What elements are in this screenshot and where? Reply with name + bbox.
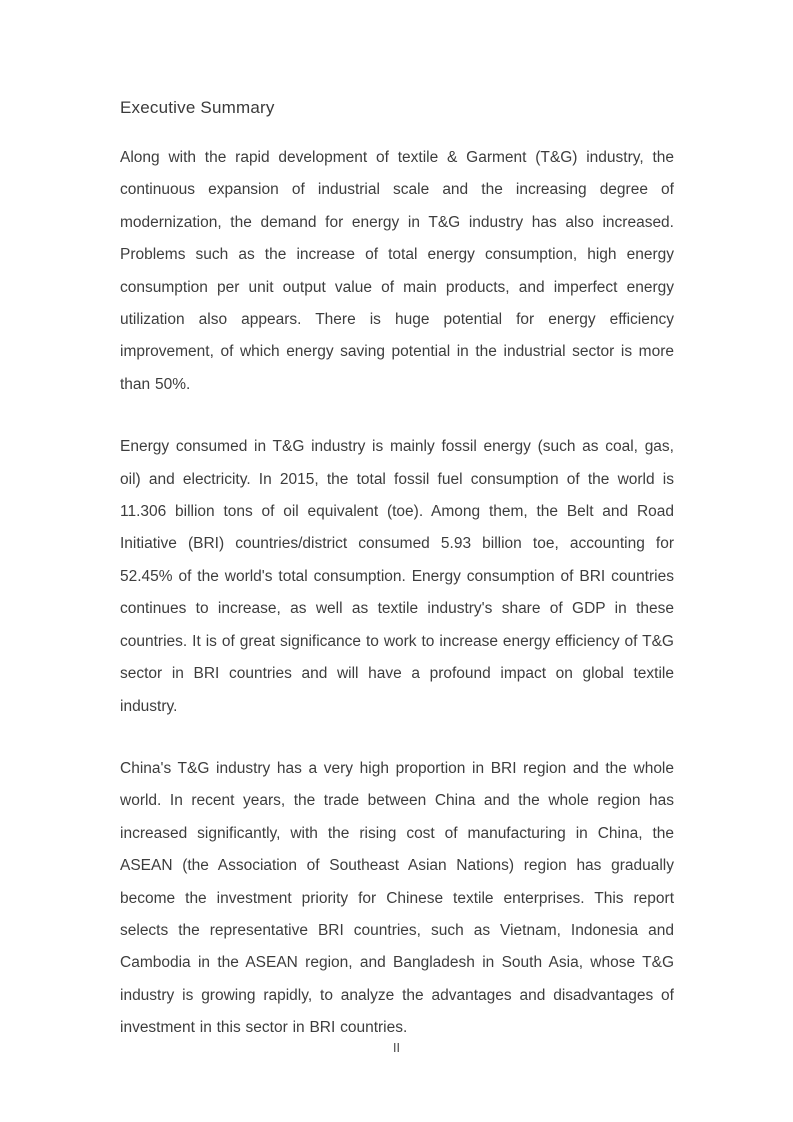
page-number: II <box>393 1041 400 1055</box>
paragraph-3: China's T&G industry has a very high proportion in BRI region and the whole world. In recent years, the trade between China and the whole region has increased significantly, with the rising cost of manufacturing in China, the ASEAN (the Association of Southeast Asian Nations) region has gradually become the investment priority for Chinese textile enterprises. This report selects the representative BRI countries, such as Vietnam, Indonesia and Cambodia in the ASEAN region, and Bangladesh in South Asia, whose T&G industry is growing rapidly, to analyze the advantages and disadvantages of investment in this sector in BRI countries. <box>120 759 674 1037</box>
paragraph-2: Energy consumed in T&G industry is mainly fossil energy (such as coal, gas, oil) and electricity. In 2015, the total fossil fuel consumption of the world is 11.306 billion tons of oil equivalent (toe). Among them, the Belt and Road Initiative (BRI) countries/district consumed 5.93 billion toe, accounting for 52.45% of the world's total consumption. Energy consumption of BRI countries continues to increase, as well as textile industry's share of GDP in these countries. It is of great significance to work to increase energy efficiency of T&G sector in BRI countries and will have a profound impact on global textile industry. <box>120 438 674 715</box>
paragraph-1: Along with the rapid development of textile & Garment (T&G) industry, the continuous expansion of industrial scale and the increasing degree of modernization, the demand for energy in T&G industry has also increased. Problems such as the increase of total energy consumption, high energy consumption per unit output value of main products, and imperfect energy utilization also appears. There is huge potential for energy efficiency improvement, of which energy saving potential in the industrial sector is more than 50%. <box>120 149 674 393</box>
page-content <box>120 96 674 1045</box>
section-heading: Executive Summary <box>120 98 275 117</box>
